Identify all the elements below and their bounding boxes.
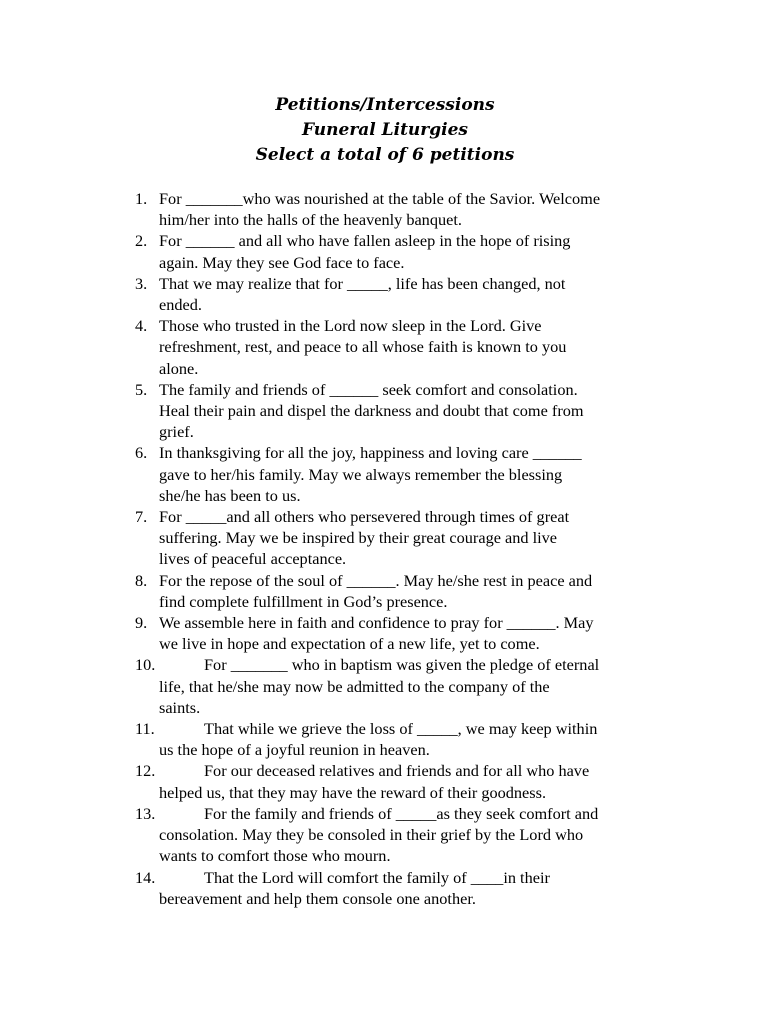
petition-item	[0, 188, 659, 230]
petition-text-line: consolation. May they be consoled in their grief by the Lord who	[159, 825, 584, 845]
petition-text-line: life, that he/she may now be admitted to the company of the	[159, 676, 550, 696]
petition-text-line: We assemble here in faith and confidence to pray for ______. May	[159, 613, 594, 633]
petition-text-line: wants to comfort those who mourn.	[159, 846, 391, 866]
petition-text-line: ended.	[159, 295, 202, 315]
petition-text: For _______ who in baptism was given the pledge of eternal	[204, 655, 600, 675]
petition-item	[0, 867, 659, 909]
petition-number: 12.	[135, 761, 156, 781]
petition-text-line: The family and friends of ______ seek comfort and consolation.	[159, 379, 578, 399]
petition-text-line	[159, 867, 659, 888]
petition-text-line	[159, 718, 659, 739]
petition-text-line: For the repose of the soul of ______. May he/she rest in peace and	[159, 570, 593, 590]
petition-item	[0, 718, 659, 760]
petition-text-line: lives of peaceful acceptance.	[159, 549, 347, 569]
petition-text-line: us the hope of a joyful reunion in heaven.	[159, 740, 430, 760]
petition-text: That while we grieve the loss of _____, we may keep within	[204, 719, 598, 739]
petition-number: 9.	[135, 613, 148, 633]
petition-number: 3.	[135, 273, 148, 293]
petition-number: 1.	[135, 189, 148, 208]
petition-number: 14.	[135, 867, 156, 887]
petition-text-line: gave to her/his family. May we always remember the blessing	[159, 464, 563, 484]
petition-number: 6.	[135, 443, 148, 463]
petition-item	[0, 273, 659, 315]
petition-text-line: Heal their pain and dispel the darkness and doubt that come from	[159, 401, 584, 421]
petition-number: 7.	[135, 507, 148, 527]
petition-item	[0, 506, 659, 570]
petition-text-line: suffering. May we be inspired by their great courage and live	[159, 528, 558, 548]
petition-number: 13.	[135, 803, 156, 823]
petition-text-line	[159, 654, 659, 675]
petition-text-line: In thanksgiving for all the joy, happiness and loving care ______	[159, 443, 582, 463]
petition-item	[0, 379, 659, 443]
petition-text-line: she/he has been to us.	[159, 485, 301, 505]
petition-text-line: For _______who was nourished at the table of the Savior. Welcome	[159, 189, 601, 208]
petition-number: 8.	[135, 570, 148, 590]
petition-number: 4.	[135, 316, 148, 336]
title-line-2: Funeral Liturgies	[302, 120, 468, 140]
petition-text-line	[159, 760, 659, 781]
petition-text-line: That we may realize that for _____, life has been changed, not	[159, 273, 566, 293]
document-title	[0, 93, 770, 168]
title-line-1: Petitions/Intercessions	[275, 95, 495, 115]
petition-text: For the family and friends of _____as they seek comfort and	[204, 803, 599, 823]
petition-text-line: bereavement and help them console one another.	[159, 888, 476, 908]
petition-text-line: Those who trusted in the Lord now sleep in the Lord. Give	[159, 316, 542, 336]
petition-item	[0, 760, 659, 802]
petition-number: 11.	[135, 719, 155, 739]
petition-text-line: we live in hope and expectation of a new life, yet to come.	[159, 634, 540, 654]
petition-list	[0, 188, 770, 909]
title-line-3: Select a total of 6 petitions	[255, 145, 515, 165]
petition-number: 5.	[135, 379, 148, 399]
petition-text: For our deceased relatives and friends and for all who have	[204, 761, 590, 781]
petition-text-line: For ______ and all who have fallen asleep in the hope of rising	[159, 231, 571, 251]
petition-text-line: For _____and all others who persevered through times of great	[159, 507, 570, 527]
petition-number: 2.	[135, 231, 148, 251]
petition-text-line: find complete fulfillment in God’s presence.	[159, 591, 448, 611]
petition-number: 10.	[135, 655, 156, 675]
petition-text-line: grief.	[159, 422, 194, 442]
petition-text-line: refreshment, rest, and peace to all whose faith is known to you	[159, 337, 567, 357]
petition-item	[0, 803, 659, 867]
petition-text-line: again. May they see God face to face.	[159, 252, 405, 272]
petition-item	[0, 570, 659, 612]
petition-item	[0, 315, 659, 379]
petition-text-line: alone.	[159, 358, 199, 378]
petition-text-line: saints.	[159, 697, 201, 717]
petition-text: That the Lord will comfort the family of ____in their	[204, 867, 550, 887]
petition-item	[0, 230, 659, 272]
petition-text-line	[159, 803, 659, 824]
petition-item	[0, 612, 659, 654]
petition-text-line: helped us, that they may have the reward of their goodness.	[159, 782, 547, 802]
petition-item	[0, 442, 659, 506]
petition-text-line: him/her into the halls of the heavenly banquet.	[159, 210, 462, 230]
petition-item	[0, 654, 659, 718]
